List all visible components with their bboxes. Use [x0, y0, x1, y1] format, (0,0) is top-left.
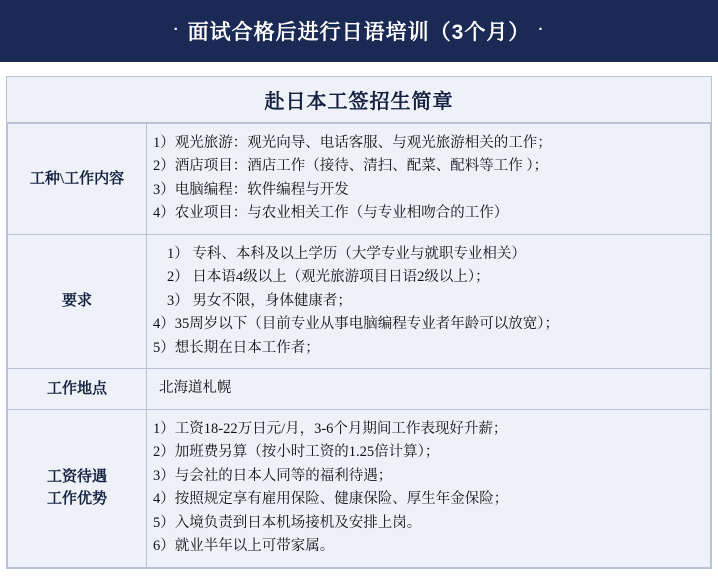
content-line: 北海道札幌 [159, 380, 232, 397]
content-line: 3）与会社的日本人同等的福利待遇； [153, 467, 393, 484]
content-line: 3） 男女不限，身体健康者； [167, 292, 352, 309]
table-row [8, 124, 711, 235]
row-content-work-location [147, 369, 711, 409]
content-line: 4）35周岁以下（目前专业从事电脑编程专业者年龄可以放宽）； [153, 316, 559, 333]
content-line: 2） 日本语4级以上（观光旅游项目日语2级以上）； [167, 269, 490, 286]
spec-table [7, 123, 711, 568]
content-line: 2）加班费另算（按小时工资的1.25倍计算）； [153, 444, 440, 461]
banner-title: 面试合格后进行日语培训（3个月） [187, 21, 531, 44]
row-content-requirements [147, 234, 711, 368]
content-line: 3）电脑编程：软件编程与开发 [153, 181, 349, 198]
row-content-job-content [147, 124, 711, 235]
content-line: 4）按照规定享有雇用保险、健康保险、厚生年金保险； [153, 491, 509, 508]
table-row [8, 369, 711, 409]
banner-bullet-left: · [173, 20, 180, 38]
document-title: 赴日本工签招生简章 [7, 77, 711, 123]
banner-spacer [0, 62, 718, 76]
content-line: 1）观光旅游：观光向导、电话客服、与观光旅游相关的工作； [153, 135, 552, 151]
row-label-line: 工资待遇 [46, 468, 107, 485]
row-content-salary-benefits [147, 409, 711, 567]
content-line: 1） 专科、本科及以上学历（大学专业与就职专业相关） [167, 245, 526, 262]
content-line: 6）就业半年以上可带家属。 [153, 538, 335, 555]
content-line: 4）农业项目：与农业相关工作（与专业相吻合的工作） [153, 205, 509, 222]
row-label-line: 工作优势 [46, 491, 107, 508]
content-line: 1）工资18-22万日元/月，3-6个月期间工作表现好升薪； [153, 420, 508, 437]
table-row [8, 234, 711, 368]
content-line: 5）入境负责到日本机场接机及安排上岗。 [153, 514, 422, 531]
header-banner [0, 0, 718, 62]
document-card [6, 76, 712, 569]
content-line: 2）酒店项目：酒店工作（接待、清扫、配菜、配料等工作 ）； [153, 158, 549, 175]
row-label-salary-benefits [8, 409, 147, 567]
row-label-requirements: 要求 [8, 234, 147, 368]
row-label-work-location: 工作地点 [8, 369, 147, 409]
content-line: 5）想长期在日本工作者； [153, 339, 320, 356]
banner-bullet-right: · [538, 20, 545, 38]
row-label-job-content: 工种\工作内容 [8, 124, 147, 235]
table-row [8, 409, 711, 567]
